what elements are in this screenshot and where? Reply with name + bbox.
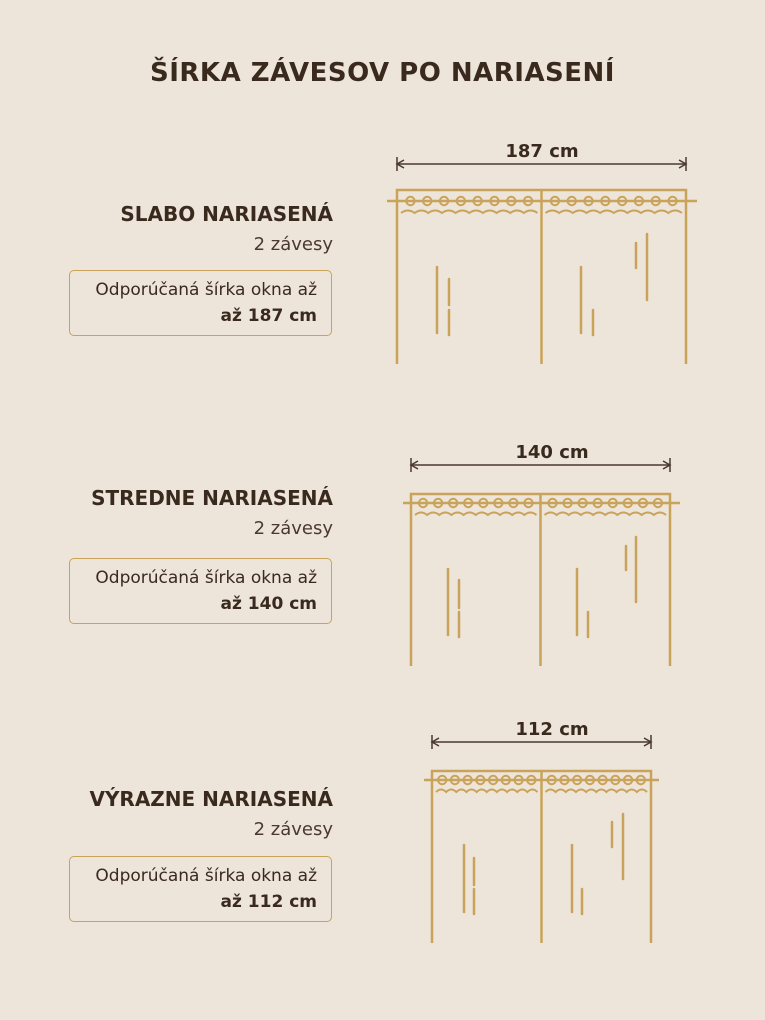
curtain-wave (415, 513, 537, 516)
curtain-diagram-slabo (387, 157, 697, 364)
width-label: 140 cm (515, 442, 589, 463)
section-heading: VÝRAZNE NARIASENÁ (89, 787, 333, 811)
recommendation-value: až 112 cm (220, 892, 317, 912)
recommendation-value: až 187 cm (220, 306, 317, 326)
section-heading: STREDNE NARIASENÁ (91, 486, 333, 510)
page-title: ŠÍRKA ZÁVESOV PO NARIASENÍ (150, 58, 615, 88)
recommendation-label: Odporúčaná šírka okna až (95, 280, 317, 300)
curtain-wave (401, 211, 538, 214)
curtain-diagram-stredne (403, 458, 680, 666)
section-subheading: 2 závesy (253, 518, 333, 539)
section-subheading: 2 závesy (253, 819, 333, 840)
curtain-wave (545, 513, 667, 516)
curtain-diagram-vyrazne (424, 735, 659, 943)
width-label: 112 cm (515, 719, 589, 740)
width-label: 187 cm (505, 141, 579, 162)
section-heading: SLABO NARIASENÁ (120, 202, 333, 226)
curtain-wave (436, 790, 538, 793)
recommendation-value: až 140 cm (220, 594, 317, 614)
curtain-wave (546, 211, 683, 214)
curtain-wave (546, 790, 648, 793)
recommendation-label: Odporúčaná šírka okna až (95, 866, 317, 886)
recommendation-label: Odporúčaná šírka okna až (95, 568, 317, 588)
section-subheading: 2 závesy (253, 234, 333, 255)
